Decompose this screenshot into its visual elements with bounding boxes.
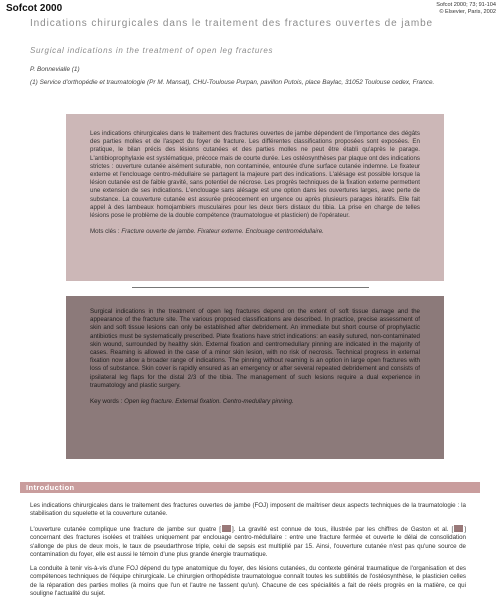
citation bbox=[436, 2, 496, 16]
abstract-french bbox=[66, 114, 444, 281]
intro-paragraph-2-part-c: ] concernant des fractures isolées et traitées uniquement par enclouage centro-médullaire : entre une fracture fermée et ouverte le délai de consolidation s'allonge de plus de deux mois, le taux de pseudarthrose triple, celui de sepsis est multiplié par 15. Ainsi, l'ouverture cutanée n'est pas qu'une source de contamination du foyer, elle est aussi le témoin d'une plus grande énergie traumatique. bbox=[30, 526, 466, 559]
section-heading-introduction: Introduction bbox=[26, 483, 75, 492]
article-author: P. Bonnevialle (1) bbox=[30, 66, 80, 73]
intro-paragraph-3: La conduite à tenir vis-à-vis d'une FOJ dépend du type anatomique du foyer, des lésions cutanées, du contexte général traumatique de l'organisation et des compétences techniques de l'équipe chirurgicale. Le chirurgien orthopédiste traumatologue connaît toutes les subtilités de l'ostéosynthèse, le plasticien celles de la réparation des parties molles (à moins que l'un et l'autre ne fassent qu'un). Chacune de ces spécialités a fait de réels progrès en la matière, ce qui souligne l'actualité du sujet. bbox=[30, 565, 466, 598]
article-affiliation: (1) Service d'orthopédie et traumatologie (Pr M. Mansat), CHU-Toulouse Purpan, pavillon Putois, place Baylac, 31052 Toulouse cedex, France. bbox=[30, 79, 435, 86]
abstract-english-keywords bbox=[90, 398, 420, 406]
section-heading-bar bbox=[20, 482, 480, 493]
intro-paragraph-2-part-a: L'ouverture cutanée complique une fracture de jambe sur quatre [ bbox=[30, 526, 222, 533]
abstract-english-text: Surgical indications in the treatment of open leg fractures depend on the extent of soft tissue damage and the appearance of the fracture site. The various proposed classifications are described. In practice, precise assessment of skin and soft tissue lesions can only be established after debridement. An immediate but short course of prophylactic antibiotics must be systematically prescribed. Plate fixations have strict indications: an easily sutured, non-contaminated skin wound, surrounded by healthy skin. External fixation and centromedullary pinning are indicated in the majority of cases. Reaming is allowed in the case of a minor skin lesion, with no risk of necrosis. Technical progress in external fixation now allow a broader range of indications. The pinning without reaming is an option in large open fractures with loss of substance. Skin cover is rapidly ensured as an emergency or after several repeated debridement and consists of ipsilateral leg flaps for the distal 2/3 of the tibia. The management of such lesions require a dual experience in traumatology and plastic surgery. bbox=[90, 308, 420, 389]
article-subtitle: Surgical indications in the treatment of open leg fractures bbox=[30, 46, 274, 55]
abstract-divider bbox=[132, 287, 369, 288]
reference-link-icon[interactable] bbox=[222, 525, 231, 532]
journal-brand: Sofcot 2000 bbox=[6, 3, 63, 14]
article-title: Indications chirurgicales dans le traitement des fractures ouvertes de jambe bbox=[30, 18, 434, 29]
keywords-value: Fracture ouverte de jambe. Fixateur externe. Enclouage centromédullaire. bbox=[121, 228, 324, 236]
keywords-value: Open leg fracture. External fixation. Centro-medullary pinning. bbox=[124, 398, 294, 406]
intro-paragraph-1: Les indications chirurgicales dans le traitement des fractures ouvertes de jambe (FOJ) imposent de maîtriser deux aspects techniques de la traumatologie : la stabilisation du squelette et la couverture cutanée. bbox=[30, 502, 466, 518]
intro-paragraph-2-part-b: ]. La gravité est connue de tous, illustrée par les chiffres de Gaston et al. [ bbox=[232, 526, 454, 533]
abstract-english bbox=[66, 296, 444, 459]
keywords-label: Key words : bbox=[90, 398, 123, 406]
citation-line-1: Sofcot 2000; 73; 91-104 bbox=[436, 2, 496, 8]
abstract-french-keywords bbox=[90, 228, 420, 236]
reference-link-icon[interactable] bbox=[454, 525, 463, 532]
intro-paragraph-2 bbox=[30, 525, 466, 560]
keywords-label: Mots clés : bbox=[90, 228, 120, 236]
abstract-french-text: Les indications chirurgicales dans le traitement des fractures ouvertes de jambe dépendent de l'importance des dégâts des parties molles et de l'aspect du foyer de fracture. Les différentes classifications proposées sont exposées. En pratique, le bilan précis des lésions cutanées et des parties molles ne peut être établi qu'après le parage. L'antibioprophylaxie est systématique, précoce mais de courte durée. Les ostéosynthèses par plaque ont des indications strictes : ouverture cutanée aisément suturable, non contaminée, entourée d'une surface cutanée indemne. Le fixateur externe et l'enclouage centro-médullaire se partagent la majeure part des indications. L'alésage est possible lorsque la lésion cutanée est de faible gravité, sans potentiel de nécrose. Les progrès techniques de la fixation externe permettent une extension de ses indications. L'enclouage sans alésage est une option dans les ouvertures larges, avec perte de substance. La couverture cutanée est assurée précocement en urgence ou après plusieurs parages itératifs. Elle fait appel à des lambeaux homojambiers musculaires pour les deux tiers distaux du tibia. La prise en charge de telles lésions pose le problème de la double compétence (traumatologue et plasticien) de l'opérateur. bbox=[90, 130, 421, 220]
citation-line-2: © Elsevier, Paris, 2002 bbox=[439, 9, 496, 15]
